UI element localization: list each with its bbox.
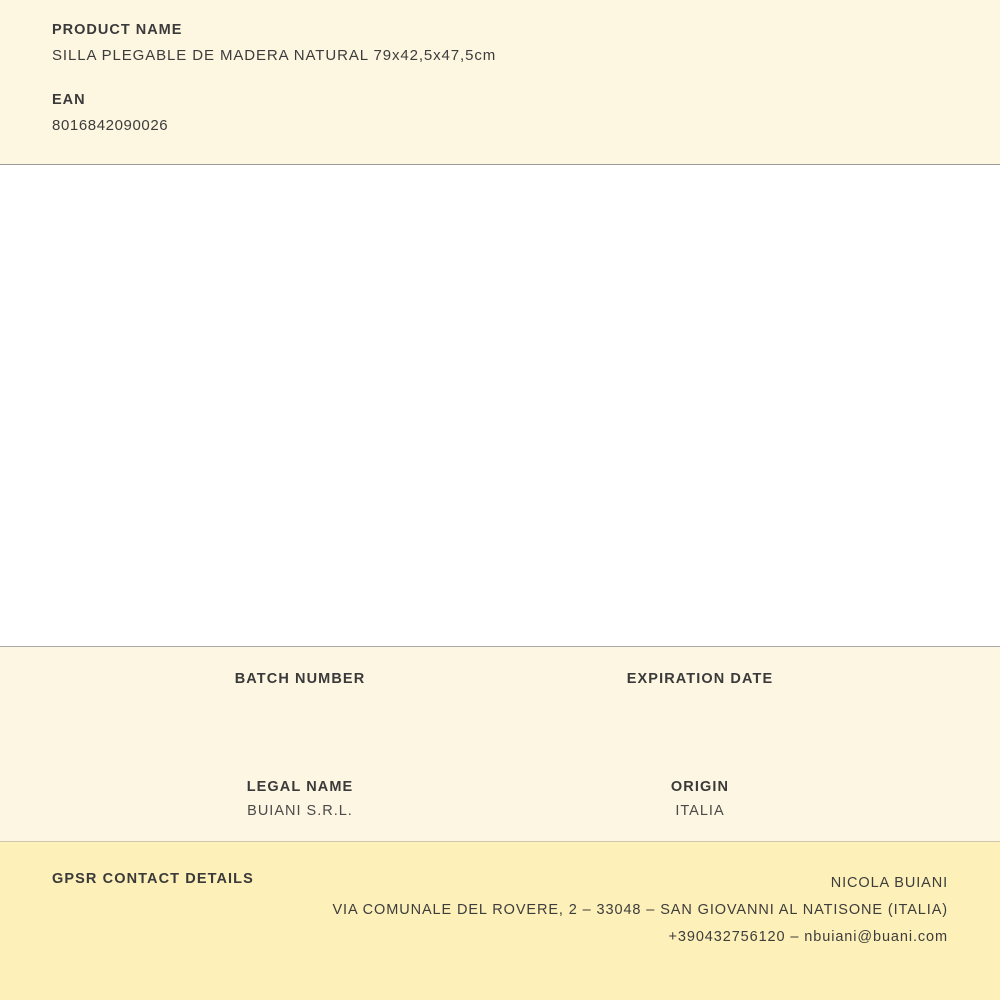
ean-label: EAN bbox=[52, 92, 86, 108]
legal-name-value: BUIANI S.R.L. bbox=[247, 803, 353, 819]
origin-label: ORIGIN bbox=[670, 779, 730, 795]
gpsr-contact-person: NICOLA BUIANI bbox=[830, 875, 948, 891]
product-image-area bbox=[0, 165, 1000, 647]
ean-value: 8016842090026 bbox=[52, 117, 169, 134]
gpsr-contact-lines bbox=[332, 870, 948, 951]
expiration-date-value bbox=[500, 695, 900, 713]
origin-value: ITALIA bbox=[675, 803, 725, 819]
origin-cell bbox=[500, 779, 900, 821]
batch-number-label: BATCH NUMBER bbox=[234, 671, 366, 687]
gpsr-contact-address: VIA COMUNALE DEL ROVERE, 2 – 33048 – SAN GIOVANNI AL NATISONE (ITALIA) bbox=[332, 902, 948, 918]
batch-expiration-row bbox=[0, 671, 1000, 713]
legal-name-cell bbox=[100, 779, 500, 821]
product-details-block bbox=[0, 647, 1000, 842]
expiration-date-label: EXPIRATION DATE bbox=[626, 671, 774, 687]
gpsr-contact-block bbox=[0, 842, 1000, 1000]
product-name-value: SILLA PLEGABLE DE MADERA NATURAL 79x42,5x47,5cm bbox=[52, 47, 497, 64]
gpsr-contact-label: GPSR CONTACT DETAILS bbox=[52, 871, 254, 887]
legal-name-label: LEGAL NAME bbox=[246, 779, 354, 795]
spacer bbox=[52, 64, 948, 92]
gpsr-contact-phone-email: +390432756120 – nbuiani@buani.com bbox=[668, 929, 948, 945]
product-name-label: PRODUCT NAME bbox=[52, 22, 183, 38]
legal-origin-row bbox=[0, 779, 1000, 821]
expiration-date-cell bbox=[500, 671, 900, 713]
batch-number-cell bbox=[100, 671, 500, 713]
batch-number-value bbox=[100, 695, 500, 713]
product-identity-block bbox=[0, 0, 1000, 165]
